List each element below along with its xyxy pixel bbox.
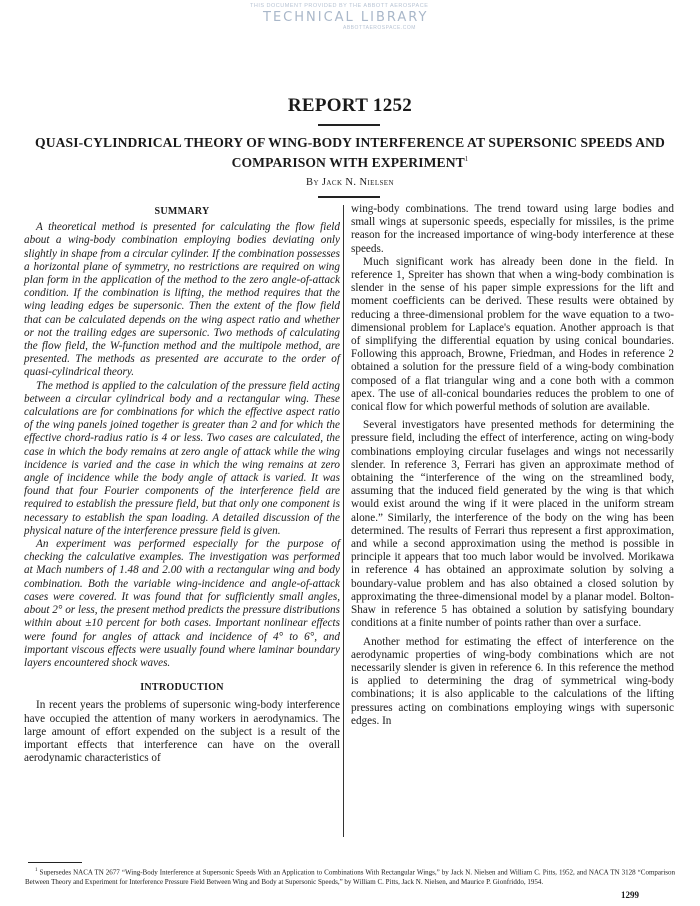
introduction-paragraph: Several investigators have presented methods for determining the pressure field, including the effect of interference, acting on wing-body combinations employing circular fuselages and wings not necessarily slender. In reference 3, Ferrari has given an approximate method of obtaining the “interference of the wing on the streamlined body, assuming that the induced field generated by the wing is that which would exist around the wing if it were placed in the uniform stream alone.” Similarly, the interference of the body on the wing has been determined. The results of Ferrari thus represent a first approximation, and while a second approximation using the method is possible in principle it appears that too much labor would be involved. Morikawa in reference 4 has obtained an approximate solution by solving a boundary-value problem and has also obtained a closed solution by approximating the three-dimensional model by a planar model. Bolton-Shaw in reference 5 has obtained a solution by satisfying boundary conditions at a finite number of points rather than over a surface. xyxy=(351,419,674,630)
introduction-paragraph: In recent years the problems of supersonic wing-body interference have occupied the attention of many workers in aerodynamics. The large amount of effort expended on the subject is a result of the important effects that interference can have on the overall aerodynamic characteristics of xyxy=(24,699,340,765)
footnote-text: Supersedes NACA TN 2677 “Wing-Body Interference at Supersonic Speeds With an Application to Combinations With Rectangular Wings,” by Jack N. Nielsen and William C. Pitts, 1952, and NACA TN 3128 “Comparison Between Theory and Experiment for Interference Pressure Field Between Wing and Body at Supersonic Speeds,” by William C. Pitts, Jack N. Nielsen, and Maurice P. Gionfriddo, 1954. xyxy=(25,868,675,886)
summary-paragraph: A theoretical method is presented for calculating the flow field about a wing-body combination employing bodies deviating only slightly in shape from a circular cylinder. If the combination possesses a horizontal plane of symmetry, no restrictions are required on wing plan form in the application of the method to the zero angle-of-attack condition. If the combination is lifting, the method requires that the wing leading edges be supersonic. Then the extent of the flow field that can be calculated depends on the wing aspect ratio and whether or not the trailing edges are supersonic. Two methods of calculating the flow field, the W-function method and the multipole method, are presented. The methods as presented are accurate to the order of quasi-cylindrical theory. xyxy=(24,221,340,379)
paper-title xyxy=(20,134,680,171)
summary-paragraph: An experiment was performed especially for the purpose of checking the calculative examples. The investigation was performed at Mach numbers of 1.48 and 2.00 with a rectangular wing and body combination. Both the variable wing-incidence and angle-of-attack cases were covered. It was found that for sufficiently small angles, about 2° or less, the present method predicts the pressure distributions within about ±10 percent for both cases. Important nonlinear effects were found for angles of attack and incidence of 4° to 6°, and important viscous effects were usually found where laminar boundary layers encountered shock waves. xyxy=(24,538,340,669)
watermark-url-text: ABBOTTAEROSPACE.COM xyxy=(343,25,416,31)
title-footnote-marker[interactable]: 1 xyxy=(464,155,469,163)
introduction-paragraph: wing-body combinations. The trend toward using large bodies and small wings at supersonic speeds, especially for missiles, is the prime reason for the increased importance of wing-body interference at these speeds. xyxy=(351,203,674,255)
footnote-marker: 1 xyxy=(35,868,38,873)
watermark-library-text: TECHNICAL LIBRARY xyxy=(263,10,429,25)
summary-heading: SUMMARY xyxy=(154,206,210,217)
paper-title-text: QUASI-CYLINDRICAL THEORY OF WING-BODY INTERFERENCE AT SUPERSONIC SPEEDS AND COMPARISON WITH EXPERIMENT xyxy=(35,135,665,170)
summary-section xyxy=(24,205,340,670)
watermark-provider-text: THIS DOCUMENT PROVIDED BY THE ABBOTT AEROSPACE xyxy=(250,3,429,9)
left-column xyxy=(24,205,340,765)
report-number: REPORT 1252 xyxy=(287,95,413,116)
introduction-heading: INTRODUCTION xyxy=(140,682,224,694)
introduction-paragraph: Much significant work has already been done in the field. In reference 1, Spreiter has shown that when a wing-body combination is slender in the sense of his paper simple expressions for the lift and moment coefficients can be derived. These results were obtained by reducing a three-dimensional problem for the wave equation to a two-dimensional problem for Laplace's equation. Another approach is that of simplifying the differential equation by using conical boundaries. Following this approach, Browne, Friedman, and Hodes in reference 2 obtained a solution for the pressure field of a wing-body combination composed of a flat triangular wing and a cone both with a common apex. The use of all-conical boundaries reduces the problem to one of conical flow for which powerful methods of solution are available. xyxy=(351,255,674,414)
introduction-section xyxy=(24,681,340,765)
byline-rule xyxy=(318,196,380,198)
introduction-paragraph: Another method for estimating the effect of interference on the aerodynamic properties of wing-body combinations which are not necessarily slender is given in reference 6. In this reference the method is applied to determining the drag of symmetrical wing-body combinations; it is also applicable to the calculations of the lifting pressures acting on combinations employing wings with supersonic edges. In xyxy=(351,635,674,727)
author-byline: By Jack N. Nielsen xyxy=(306,177,394,188)
column-divider xyxy=(343,205,344,837)
page-number: 1299 xyxy=(621,890,639,900)
footnote xyxy=(25,866,675,887)
footnote-rule xyxy=(28,862,82,863)
title-rule xyxy=(318,124,380,126)
right-column xyxy=(351,203,674,728)
summary-paragraph: The method is applied to the calculation of the pressure field acting between a circular cylindrical body and a rectangular wing. These calculations are for combinations for which the effective aspect ratio of the wing panels joined together is greater than 2 and for which the effective chord-radius ratio is 4 or less. Two cases are calculated, the case in which the body remains at zero angle of attack while the wing incidence is varied and the case in which the wing remains at zero angle of incidence while the body angle of attack is varied. It was found that four Fourier components of the interference field are required to establish the pressure field, but that only one component is necessary to establish the span loading. A detailed discussion of the physical nature of the interference pressure field is given. xyxy=(24,379,340,537)
